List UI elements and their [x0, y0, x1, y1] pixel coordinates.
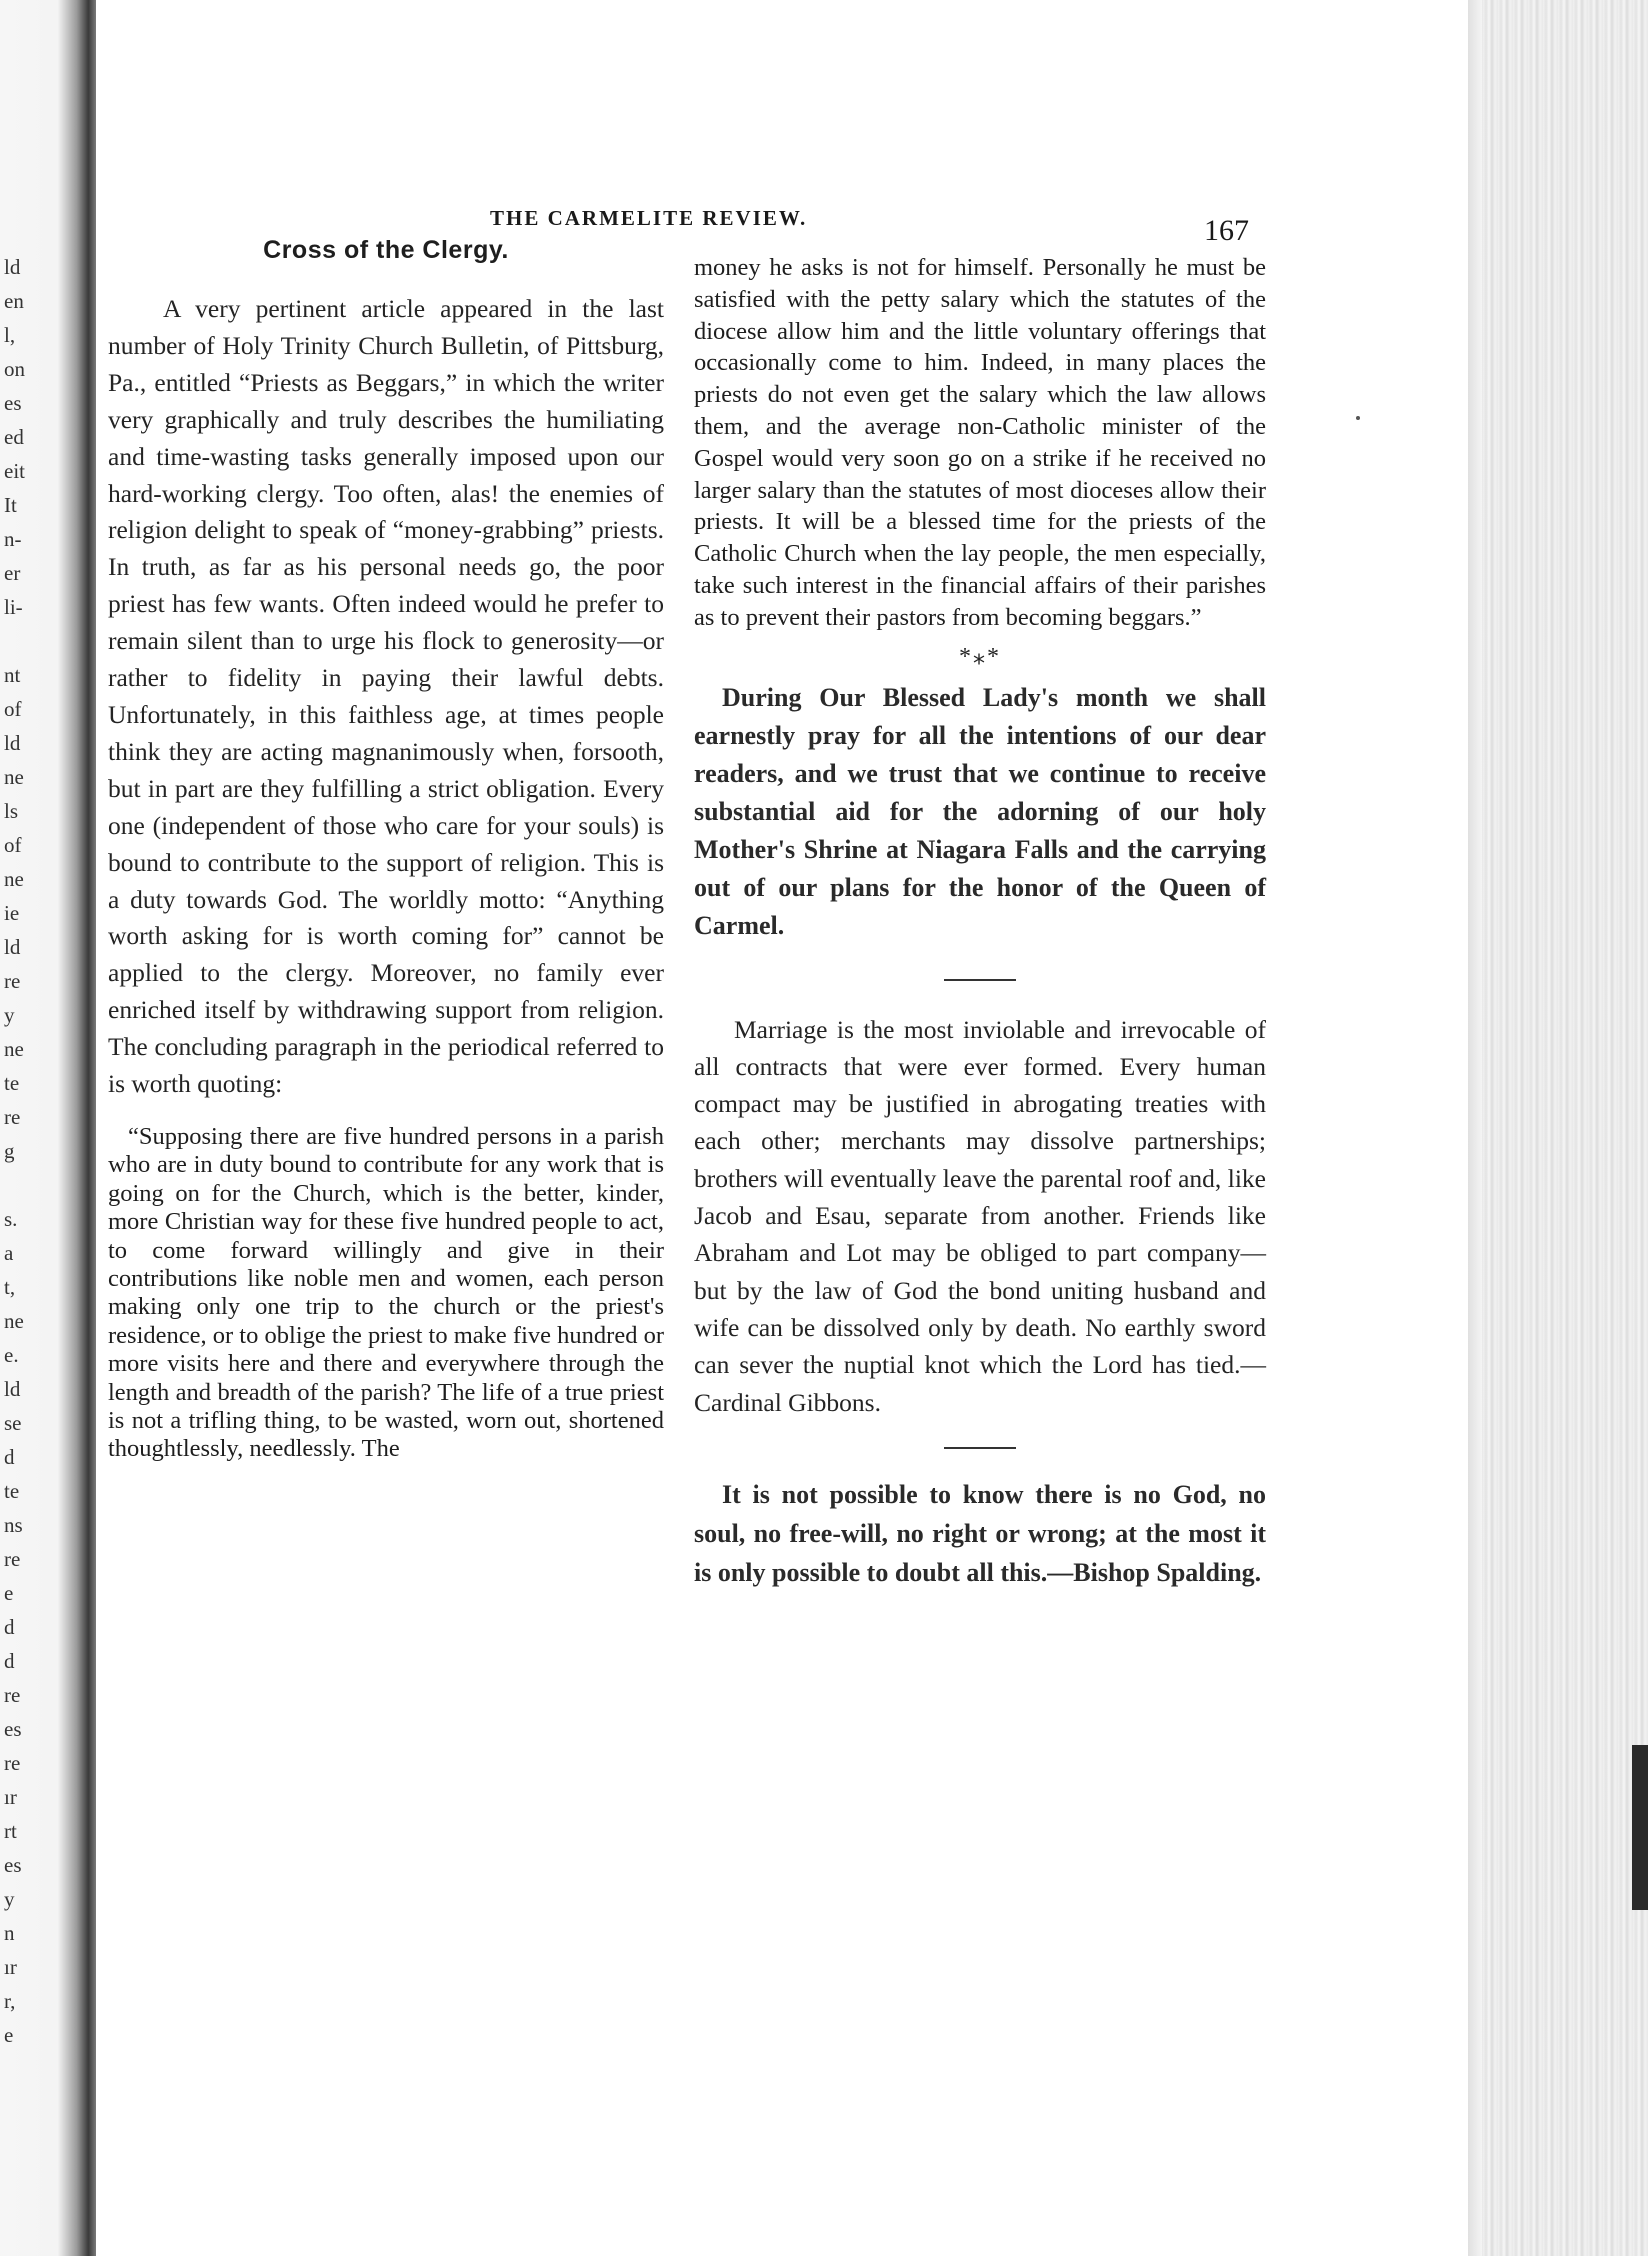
- fragment-line: li-: [4, 595, 23, 619]
- section-divider: [944, 1447, 1016, 1449]
- ladys-month-note: During Our Blessed Lady's month we shall earnestly pray for all the intentions of our dear readers, and we trust that we continue to receive substantial aid for the adorning of our holy Mother's Shrine at Niagara Falls and the carrying out of our plans for the honor of the Queen of Carmel.: [694, 682, 1266, 940]
- fragment-line: d: [4, 1445, 15, 1469]
- fragment-line: y: [4, 1887, 15, 1911]
- fragment-line: re: [4, 1105, 21, 1129]
- fragment-line: l,: [4, 323, 16, 347]
- fragment-line: ld: [4, 731, 21, 755]
- fragment-line: e: [4, 1581, 14, 1605]
- fragment-line: g: [4, 1139, 15, 1163]
- spalding-quote: It is not possible to know there is no God, no soul, no free-will, no right or wrong; at the most it is only possible to doubt all this.—Bishop Spalding.: [694, 1479, 1266, 1587]
- fragment-line: re: [4, 1547, 21, 1571]
- article-title: Cross of the Clergy.: [263, 236, 509, 264]
- fragment-line: on: [4, 357, 25, 381]
- right-column: [694, 252, 1266, 1592]
- left-column: [108, 236, 664, 1464]
- fragment-line: of: [4, 833, 22, 857]
- fragment-line: e.: [4, 1343, 19, 1367]
- article-quote: “Supposing there are five hundred persons in a parish who are in duty bound to contribute for any work that is going on for the Church, which is the better, kinder, more Christian way for these five hundred people to act, to come forward willingly and give in their contributions like noble men and women, each person making only one trip to the church or the priest's residence, or to oblige the priest to make five hundred or more visits here and there and everywhere through the length and breadth of the parish? The life of a true priest is not a trifling thing, to be wasted, worn out, shortened thoughtlessly, needlessly. The: [108, 1122, 664, 1463]
- fragment-line: ne: [4, 1309, 24, 1333]
- marriage-quote: Marriage is the most inviolable and irrevocable of all contracts that were ever formed. Every human compact may be justified in abrogating treaties with each other; merchants may dissolve partnerships; brothers will eventually leave the parental roof and, like Jacob and Esau, separate from another. Friends like Abraham and Lot may be obliged to part company—but by the law of God the bond uniting husband and wife can be dissolved only by death. No earthly sword can sever the nuptial knot which the Lord has tied.—Cardinal Gibbons.: [694, 1014, 1266, 1417]
- page-tab-marker: [1632, 1745, 1648, 1910]
- fragment-line: er: [4, 561, 21, 585]
- fragment-line: rt: [4, 1819, 17, 1843]
- fragment-line: ır: [4, 1955, 17, 1979]
- running-head: THE CARMELITE REVIEW.: [490, 206, 808, 230]
- fragment-line: se: [4, 1411, 22, 1435]
- fragment-line: y: [4, 1003, 15, 1027]
- fragment-line: re: [4, 1683, 21, 1707]
- fragment-line: ne: [4, 867, 24, 891]
- fragment-line: en: [4, 289, 24, 313]
- section-separator-stars: *⁎*: [959, 643, 1001, 670]
- fragment-line: t,: [4, 1275, 16, 1299]
- fragment-line: es: [4, 1717, 22, 1741]
- fragment-line: d: [4, 1649, 15, 1673]
- margin-speck: [1356, 416, 1360, 420]
- fragment-line: ld: [4, 1377, 21, 1401]
- fragment-line: of: [4, 697, 22, 721]
- fragment-line: ne: [4, 1037, 24, 1061]
- fragment-line: ne: [4, 765, 24, 789]
- fragment-line: te: [4, 1071, 20, 1095]
- fragment-line: [4, 1168, 44, 1202]
- page-number: 167: [1204, 214, 1249, 247]
- fragment-line: te: [4, 1479, 20, 1503]
- article-body: A very pertinent article appeared in the last number of Holy Trinity Church Bulletin, of Pittsburg, Pa., entitled “Priests as Beggars,” in which the writer very graphically and truly describes the humiliating and time-wasting tasks generally imposed upon our hard-working clergy. Too often, alas! the enemies of religion delight to speak of “money-grabbing” priests. In truth, as far as his personal needs go, the poor priest has few wants. Often indeed would he prefer to remain silent than to urge his flock to generosity—or rather to fidelity in paying their lawful debts. Unfortunately, in this faithless age, at times people think they are acting magnanimously when, forsooth, but in part are they fulfilling a strict obligation. Every one (independent of those who care for your souls) is bound to contribute to the support of religion. This is a duty towards God. The worldly motto: “Anything worth asking for is worth coming for” cannot be applied to the clergy. Moreover, no family ever enriched itself by withdrawing support from religion. The concluding paragraph in the periodical referred to is worth quoting:: [108, 294, 664, 1099]
- fragment-line: e: [4, 2023, 14, 2047]
- fragment-line: ed: [4, 425, 24, 449]
- fragment-line: ie: [4, 901, 20, 925]
- fragment-line: es: [4, 1853, 22, 1877]
- fragment-line: ır: [4, 1785, 17, 1809]
- fragment-line: d: [4, 1615, 15, 1639]
- fragment-line: ld: [4, 255, 21, 279]
- fragment-line: ns: [4, 1513, 23, 1537]
- article-quote-continued: money he asks is not for himself. Personally he must be satisfied with the petty salary which the statutes of the diocese allow him and the little voluntary offerings that occasionally come to him. Indeed, in many places the priests do not even get the salary which the law allows them, and the average non-Catholic minister of the Gospel would very soon go on a strike if he received no larger salary than the statutes of most dioceses allow their priests. It will be a blessed time for the priests of the Catholic Church when the lay people, the men especially, take such interest in the financial affairs of their parishes as to prevent their pastors from becoming beggars.”: [694, 254, 1266, 631]
- adjacent-page-text-fragments: [4, 250, 44, 2052]
- fragment-line: es: [4, 391, 22, 415]
- fragment-line: It: [4, 493, 17, 517]
- fragment-line: nt: [4, 663, 21, 687]
- page-stack-edge: [1468, 0, 1648, 2256]
- fragment-line: n-: [4, 527, 22, 551]
- fragment-line: ld: [4, 935, 21, 959]
- section-divider: [944, 979, 1016, 981]
- fragment-line: s.: [4, 1207, 18, 1231]
- fragment-line: [4, 624, 44, 658]
- fragment-line: n: [4, 1921, 15, 1945]
- fragment-line: ls: [4, 799, 19, 823]
- fragment-line: re: [4, 969, 21, 993]
- fragment-line: a: [4, 1241, 14, 1265]
- fragment-line: r,: [4, 1989, 16, 2013]
- fragment-line: eit: [4, 459, 25, 483]
- fragment-line: re: [4, 1751, 21, 1775]
